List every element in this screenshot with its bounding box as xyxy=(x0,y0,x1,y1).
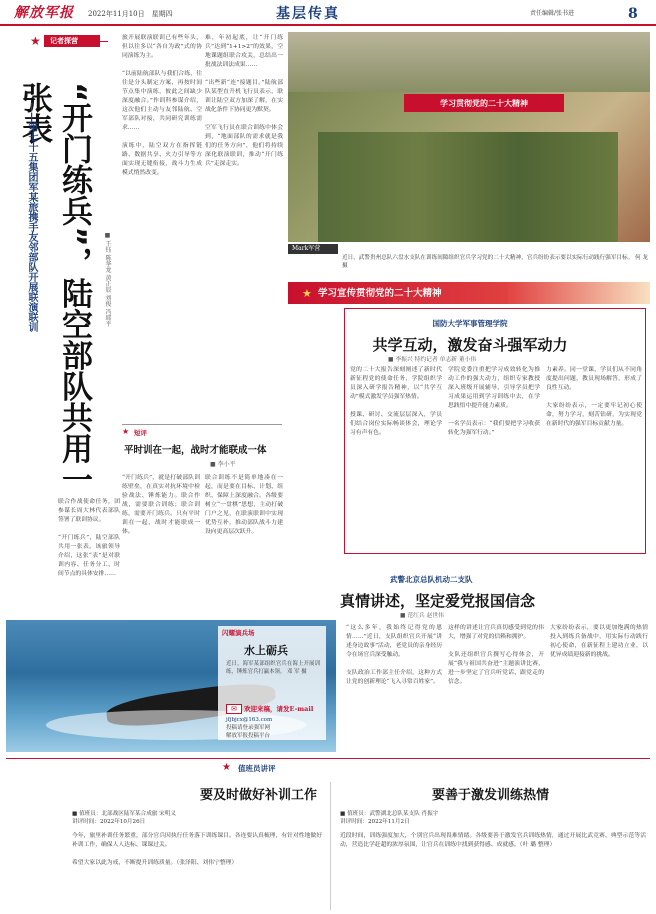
issue-date: 2022年11月10日 星期四 xyxy=(88,10,173,18)
commentary-col2: 联合训练不是简单地凑在一起，而是要在目标、计划、组织、保障上深度融合。各级要树立“一盘棋”思想，主动打破门户之见，在联演联训中实现优势互补，推动部队战斗力建设向更高层次跃升。 xyxy=(205,475,283,535)
photo-caption: 近日，武警贵州总队六盘水支队在训练间隙组织官兵学习党的二十大精神，官兵纷纷表示要以实际行动践行强军目标。 何 龙 摄 xyxy=(342,255,650,269)
star-icon: ★ xyxy=(222,762,231,773)
article2-col3: 大家纷纷表示，要以更加饱满的热情投入到练兵备战中，用实际行动践行初心使命，在新征程上建功立业，以优异成绩迎接新的挑战。 xyxy=(550,625,648,658)
bottom-right-title: 要善于激发训练热情 xyxy=(432,788,550,803)
bottom-left-title: 要及时做好补训工作 xyxy=(200,788,318,803)
star-icon: ★ xyxy=(122,427,130,436)
article1-org: 国防大学军事管理学院 xyxy=(432,319,508,328)
story-col3: 难，年初起底，让“开门练兵”达到“1+1>2”的效果，空地课题组联合攻关，总结出一批战法训法成果…… “出些新“连”接题目。”陆航部队某型直升机飞行员表示，联训让陆空双方加深了解，在实战化条件下协同更为默契。 空军飞行员在联合训练中体会到，“地面部队的需求就是我们的任务方向”，他们将持续深化联演联训，推动“开门练兵”走深走实。 xyxy=(205,35,283,167)
commentary-tag: 短评 xyxy=(134,429,147,437)
story-col1: 联合作战使命任务，团参谋长周大林代表部队签署了联训协议。 “开门练兵”，陆空部队共用一张表。该旅领导介绍，这张“表”是对联训内容、任务分工、时间节点的具体安排…… xyxy=(58,499,120,577)
bottom-left-byline: ■ 值班员：北部战区陆军某合成旅 宋明义 讲评时间：2022年10月26日 xyxy=(72,811,176,825)
page-number: 8 xyxy=(628,6,638,22)
commentary-author: ■ 李小平 xyxy=(210,461,236,468)
commentary-title: 平时训在一起，战时才能联成一体 xyxy=(124,445,267,456)
article2-col2: 这样的讲述让官兵真切感受到党的伟大，增强了对党的信赖和拥护。 支队还组织官兵撰写心得体会，开展“我与祖国共奋进”主题演讲比赛，进一步坚定了官兵听党话、跟党走的信念。 xyxy=(448,625,544,685)
star-icon: ★ xyxy=(30,34,41,48)
photo-banner: 学习贯彻党的二十大精神 xyxy=(404,94,564,112)
story-tag: 记者探营 xyxy=(44,35,100,47)
email-note: 投稿请登录强军网 解放军报投稿平台 xyxy=(226,725,271,739)
story-subhead: ——第七十五集团军某旅携手友邻部队开展联演联训 xyxy=(26,102,37,332)
newspaper-logo: 解放军报 xyxy=(14,5,74,21)
main-photo xyxy=(288,32,650,242)
article1-title: 共学互动，激发奋斗强军动力 xyxy=(372,336,568,354)
story-col2: 旅开展联演联训已有些年头，但以往多以“各自为政”式的协同演练为主。 “以前陆航部队与我们合练，往往是分头制定方案，再按时间节点集中演练，彼此之间缺少深度融合。”作训科参谋介绍，这次他们主动与友邻陆航、空军部队对接，共同研究训练需求…… 演练中，陆空双方在指挥链路、数据共享、火力引导等方面实现无缝衔接，战斗力生成模式悄然改变。 xyxy=(122,35,202,176)
article2-byline: ■ 范红兵 赵世伟 xyxy=(400,613,444,619)
article1-byline: ■ 李振兴 特约记者 单志新 董小伟 xyxy=(388,357,477,363)
bottom-tag: 值班员讲评 xyxy=(238,764,276,773)
sport-title: 水上砺兵 xyxy=(244,644,288,657)
bottom-left-body: 今年，旅里补训任务繁重，部分官兵因执行任务落下训练课目。各连要认真梳理，有针对性地做好补训工作，确保人人达标、课课过关。 希望大家以此为戒，不断提升训练质量。（张泽阳、刘伟宁整理） xyxy=(72,833,322,866)
article2-org: 武警北京总队机动二支队 xyxy=(390,575,473,584)
email-label: 欢迎来稿，请发E-mail xyxy=(244,705,314,713)
feature-banner xyxy=(288,282,650,304)
article2-title: 真情讲述，坚定爱党报国信念 xyxy=(340,592,536,610)
story-headline: “开门练兵”，陆空部队共用一张表 xyxy=(16,82,92,495)
commentary-col1: “开门练兵”，就是打破部队训练壁垒，在真实对抗环境中检验战法、锤炼能力。联合作战，需要联合训练；联合训练，需要开门练兵。只有平时训在一起，战时才能联成一体。 xyxy=(122,475,200,535)
story-byline: ■ 王钰 陈华龙 黄正辰 刘俊 冯耶平 xyxy=(104,232,111,327)
bottom-right-body: 近段时间，训练强度加大，个别官兵出现畏难情绪。各级要善于激发官兵训练热情，通过开展比武竞赛、典型示范等活动，营造比学赶超的浓厚氛围，让官兵在训练中找到获得感、成就感。（叶 璐 整理） xyxy=(340,833,646,848)
email-address: jfjbjcx@163.com xyxy=(226,717,273,723)
sport-tag: 闪耀演兵场 xyxy=(222,629,255,637)
bottom-right-byline: ■ 值班员：武警湖北总队某支队 肖振宇 讲评时间：2022年11月2日 xyxy=(340,811,439,825)
editor-credit: 责任编辑/张书进 xyxy=(530,10,575,17)
article1-col2: 学院党委注重把学习成效转化为推动工作的强大动力，组织专家教授深入班级开展辅导，引导学员把学习成果运用到学习训练中去，在学思践悟中提升能力素质。 一名学员表示：“我们要把学习收获转化为强军行动。” xyxy=(448,367,540,436)
article1-col3: 力素养。同一堂课，学员们从不同角度提出问题，教员现场解答，形成了良性互动。 大家纷纷表示，一定要牢记初心使命，努力学习，刻苦钻研，为实现党在新时代的强军目标贡献力量。 xyxy=(546,367,642,427)
section-title: 基层传真 xyxy=(276,6,340,22)
feature-banner-text: 学习宣传贯彻党的二十大精神 xyxy=(318,288,442,299)
star-icon: ★ xyxy=(302,287,312,300)
sport-caption: 近日，海军某部组织官兵在海上开展训练，锤炼官兵打赢本领。 邓 军 摄 xyxy=(226,661,320,675)
article2-col1: “这么多年，我始终记得党的恩情……”近日，支队组织官兵开展“讲述身边故事”活动，老党员的亲身经历令在场官兵深受触动。 支队政治工作部主任介绍，这种方式让党的创新理论“飞入寻常百姓家”。 xyxy=(346,625,442,685)
article1-col1: 党的二十大报告深刻阐述了新时代新征程党的使命任务，学院组织学员深入研学报告精神，以“共学互动”模式激发学员强军热情。 授课、研讨、交流层层深入，学员们结合岗位实际畅谈体会，理论学习有声有色。 xyxy=(350,367,442,436)
photo-tag: Mark军营 xyxy=(288,244,338,254)
email-icon: ✉ xyxy=(226,704,242,714)
